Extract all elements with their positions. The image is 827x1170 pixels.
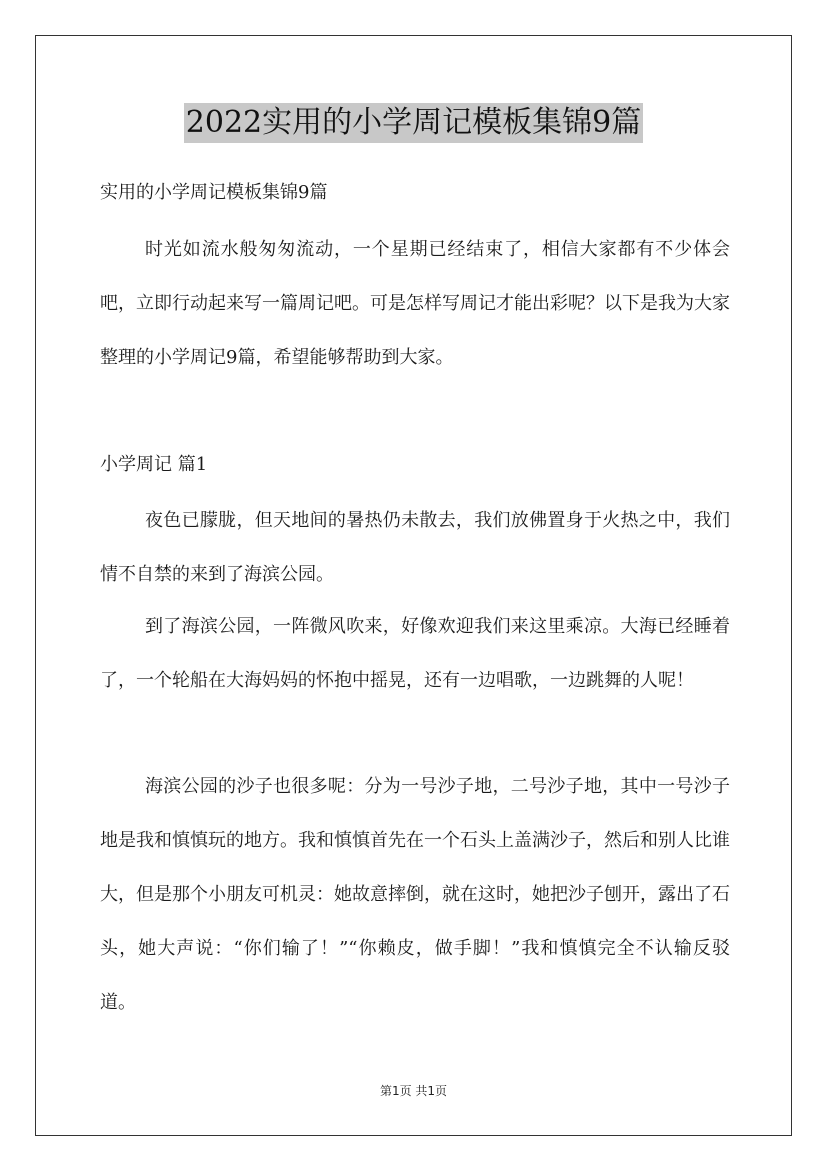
intro-paragraph: 时光如流水般匆匆流动，一个星期已经结束了，相信大家都有不少体会吧，立即行动起来写一篇周记吧。可是怎样写周记才能出彩呢？以下是我为大家整理的小学周记9篇，希望能够帮助到大家。 [100,239,730,368]
page-footer: 第1页 共1页 [379,1084,448,1098]
body-paragraph: 夜色已朦胧，但天地间的暑热仍未散去，我们放佛置身于火热之中，我们情不自禁的来到了海滨公园。 [100,510,730,585]
section-heading: 小学周记 篇1 [100,454,208,475]
title-container [0,103,827,143]
body-paragraph: 到了海滨公园，一阵微风吹来，好像欢迎我们来这里乘凉。大海已经睡着了，一个轮船在大海妈妈的怀抱中摇晃，还有一边唱歌，一边跳舞的人呢！ [100,616,730,691]
body-paragraph: 海滨公园的沙子也很多呢：分为一号沙子地，二号沙子地，其中一号沙子地是我和慎慎玩的地方。我和慎慎首先在一个石头上盖满沙子，然后和别人比谁大，但是那个小朋友可机灵：她故意摔倒，就在这时，她把沙子刨开，露出了石头，她大声说：“你们输了！”“你赖皮，做手脚！”我和慎慎完全不认输反驳道。 [100,776,730,1013]
document-title: 2022实用的小学周记模板集锦9篇 [184,103,643,143]
document-subtitle: 实用的小学周记模板集锦9篇 [100,182,328,203]
